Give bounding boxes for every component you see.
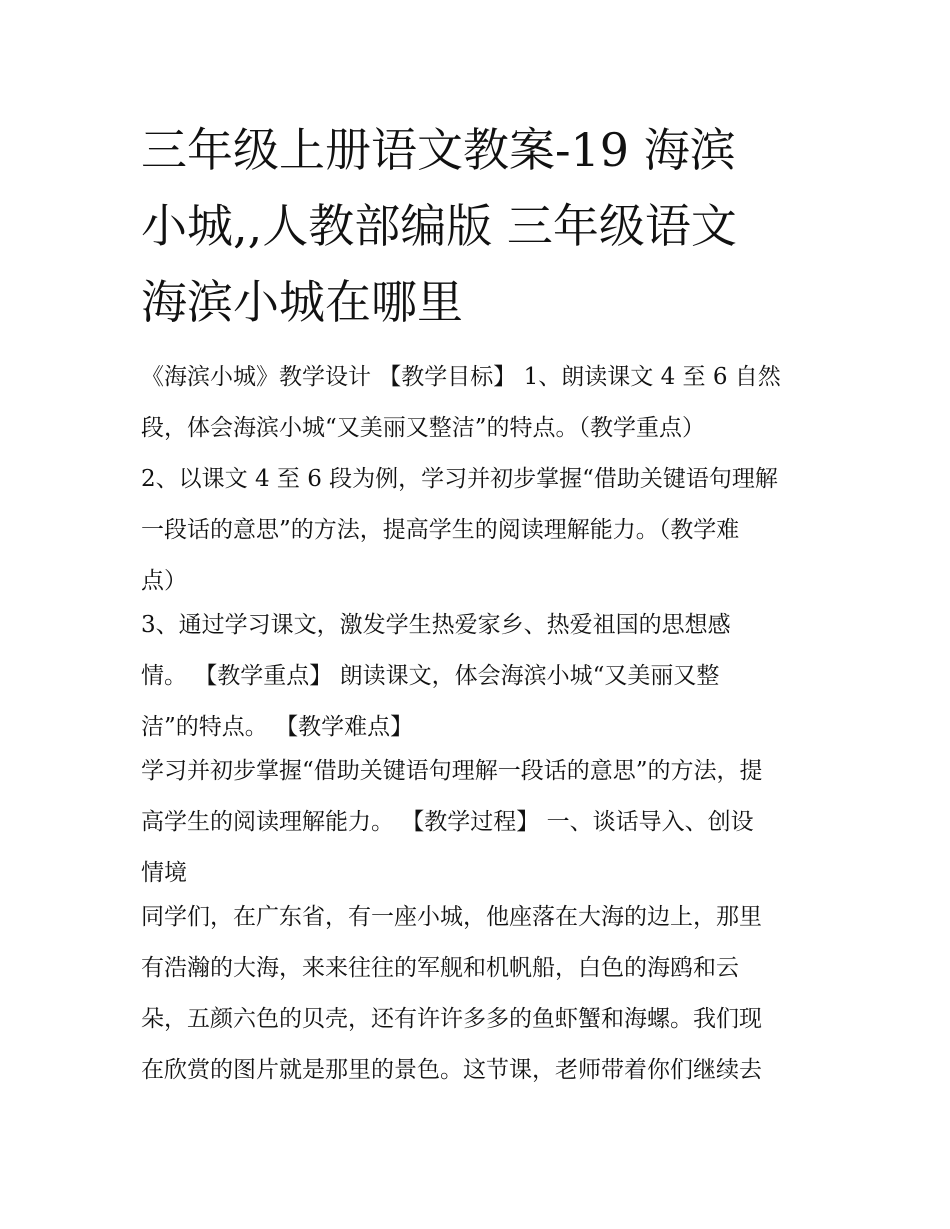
body-line: 学习并初步掌握“借助关键语句理解一段话的意思”的方法，提	[141, 758, 763, 784]
body-line: 点）	[141, 568, 187, 594]
document-body	[141, 352, 821, 1096]
document-page	[141, 112, 821, 1096]
body-line: 情。 【教学重点】 朗读课文，体会海滨小城“又美丽又整	[141, 663, 720, 689]
body-line: 朵，五颜六色的贝壳，还有许许多多的鱼虾蟹和海螺。我们现	[141, 1006, 762, 1032]
body-line: 有浩瀚的大海，来来往往的军舰和机帆船，白色的海鸥和云	[141, 955, 739, 981]
body-line: 段，体会海滨小城“又美丽又整洁”的特点。（教学重点）	[141, 415, 706, 441]
title-line: 三年级上册语文教案-19 海滨	[141, 123, 736, 177]
body-line: 情境	[141, 860, 187, 886]
body-line: 在欣赏的图片就是那里的景色。这节课，老师带着你们继续去	[141, 1057, 762, 1083]
body-line: 2、以课文 4 至 6 段为例，学习并初步掌握“借助关键语句理解	[141, 466, 778, 492]
body-line: 3、通过学习课文，激发学生热爱家乡、热爱祖国的思想感	[141, 612, 731, 638]
body-line: 洁”的特点。 【教学难点】	[141, 714, 414, 740]
body-line: 高学生的阅读理解能力。 【教学过程】 一、谈话导入、创设	[141, 809, 754, 835]
body-line: 同学们，在广东省，有一座小城，他座落在大海的边上，那里	[141, 904, 762, 930]
body-line: 一段话的意思”的方法，提高学生的阅读理解能力。（教学难	[141, 517, 740, 543]
body-line: 《海滨小城》教学设计 【教学目标】 1、朗读课文 4 至 6 自然	[141, 364, 781, 390]
title-line: 海滨小城在哪里	[141, 275, 463, 329]
document-title	[141, 112, 821, 340]
title-line: 小城,,人教部编版 三年级语文	[141, 199, 737, 253]
